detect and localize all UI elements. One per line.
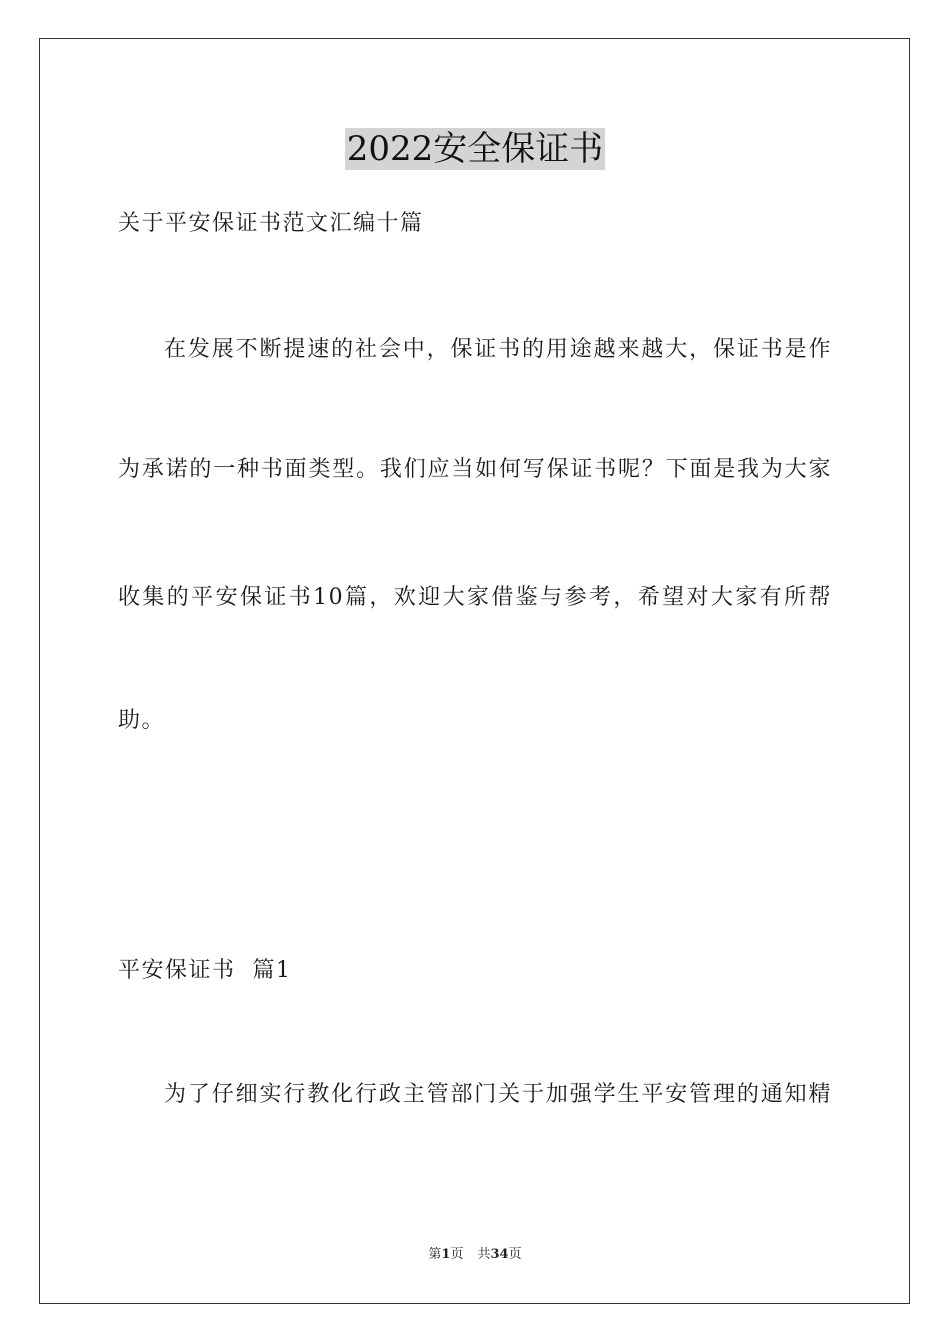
footer-page-suffix: 页: [450, 1247, 464, 1262]
title-container: [0, 128, 950, 170]
footer-page-prefix: 第: [428, 1247, 442, 1262]
footer-total-pages: 34: [490, 1247, 509, 1262]
intro-paragraph-line-1: 在发展不断提速的社会中，保证书的用途越来越大，保证书是作: [164, 337, 832, 362]
document-title: 2022安全保证书: [346, 129, 604, 169]
document-subtitle: 关于平安保证书范文汇编十篇: [118, 211, 424, 236]
footer-total-prefix: 共: [477, 1247, 491, 1262]
footer-total-suffix: 页: [508, 1247, 522, 1262]
intro-paragraph-line-2: 为承诺的一种书面类型。我们应当如何写保证书呢？下面是我为大家: [118, 457, 832, 482]
page-footer: [0, 1246, 950, 1264]
section-paragraph-line-1: 为了仔细实行教化行政主管部门关于加强学生平安管理的通知精: [164, 1082, 832, 1107]
intro-paragraph-line-3: 收集的平安保证书10篇，欢迎大家借鉴与参考，希望对大家有所帮: [118, 585, 832, 610]
section-heading: 平安保证书 篇1: [118, 958, 292, 983]
footer-page-number: 1: [441, 1247, 451, 1262]
intro-paragraph-line-4: 助。: [118, 708, 166, 733]
